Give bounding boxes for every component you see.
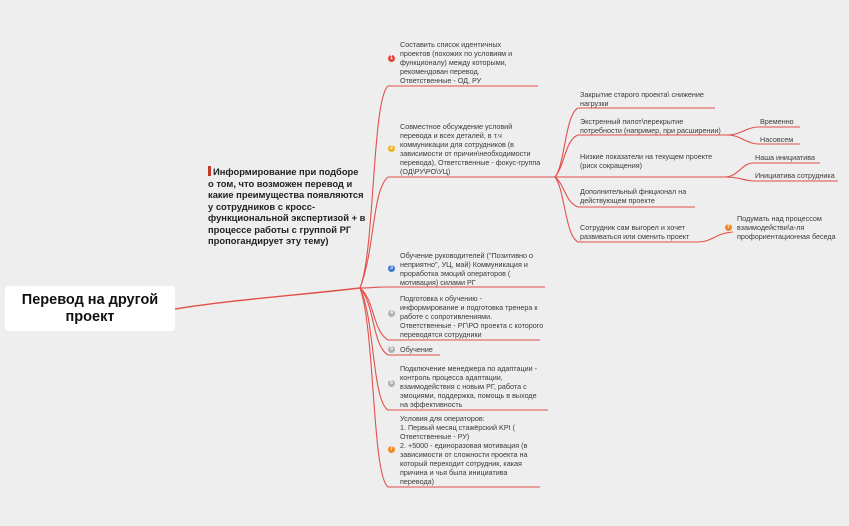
sub-our-initiative[interactable]: Наша инициатива	[755, 153, 815, 162]
priority-6-icon: 6	[388, 380, 395, 387]
priority-3-icon: 3	[388, 265, 395, 272]
branch-operator-conditions[interactable]: Условия для операторов: 1. Первый месяц стажёрский KPI ( Ответственные - РУ) 2. +5000 - единоразовая мотивация (в зависимости от сложности проекта на который переходит сотрудник, какая причина и чья была инициатива перевода)	[400, 414, 528, 486]
priority-5-icon: 5	[388, 346, 395, 353]
root-label: Перевод на другой проект	[21, 291, 159, 325]
priority-1-icon: 1	[388, 55, 395, 62]
sub-employee-initiative[interactable]: Инициатива сотрудника	[755, 171, 835, 180]
branch-identical-projects[interactable]: Составить список идентичных проектов (похожих по условиям и функционалу) между которыми, рекомендован перевод. Ответственные - ОД, РУ	[400, 40, 513, 85]
priority-7-icon: 7	[388, 446, 395, 453]
central-topic-label: Информирование при подборе о том, что возможен перевод и какие преимущества появляются у сотрудников с кросс-функциональной экспертизой + в процессе работы с группой РГ пропогандирует эту тему)	[208, 166, 366, 246]
branch-training[interactable]: Обучение	[400, 345, 433, 354]
sub-career-talk-note[interactable]: Подумать над процессом взаимодействи\а-ля профориентационная беседа	[737, 214, 836, 241]
root-node[interactable]	[5, 286, 175, 331]
reason-additional-functionality[interactable]: Дополнительный фнкционал на действующем проекте	[580, 187, 687, 205]
question-icon: ?	[726, 224, 731, 230]
reason-low-performance[interactable]: Низкие показатели на текущем проекте (риск сокращения)	[580, 152, 713, 170]
branch-joint-discussion[interactable]: Совместное обсуждение условий перевода и всех деталей, в т.ч коммуникации для сотрудников (в зависимости от причин\необходимости перевода), Ответственные - фокус-группа (ОД\РУ\РО\УЦ)	[400, 122, 541, 176]
priority-2-icon: 2	[388, 145, 395, 152]
branch-training-preparation[interactable]: Подготовка к обучению - информирование и подготовка тренера к работе с сопротивлениями. Ответственные - РГ\РО проекта с которого переводятся сотрудники	[400, 294, 544, 339]
reason-emergency-pilot[interactable]: Экстренный пилот\перекрытие потребности (например, при расширении)	[580, 117, 721, 135]
branch-manager-training[interactable]: Обучение руководителей ("Позитивно о неприятно", УЦ, май) Коммуникация и проработка эмоций операторов ( мотивация) силами РГ	[400, 251, 533, 287]
sub-temporary[interactable]: Временно	[760, 117, 794, 126]
central-topic[interactable]	[208, 166, 366, 247]
priority-4-icon: 4	[388, 310, 395, 317]
sub-permanent[interactable]: Насовсем	[760, 135, 794, 144]
topic-marker-icon	[208, 166, 211, 176]
branch-adaptation-manager[interactable]: Подключение менеджера по адаптации - контроль процесса адаптации, взаимодействия с новым РГ, работа с эмоциями, поддержка, помощь в выходе на эффективность	[400, 364, 538, 409]
reason-project-closure[interactable]: Закрытие старого проекта\ снижение нагрузки	[580, 90, 704, 108]
reason-employee-burnout[interactable]: Сотрудник сам выгорел и хочет развиваться или сменить проект	[580, 223, 690, 241]
